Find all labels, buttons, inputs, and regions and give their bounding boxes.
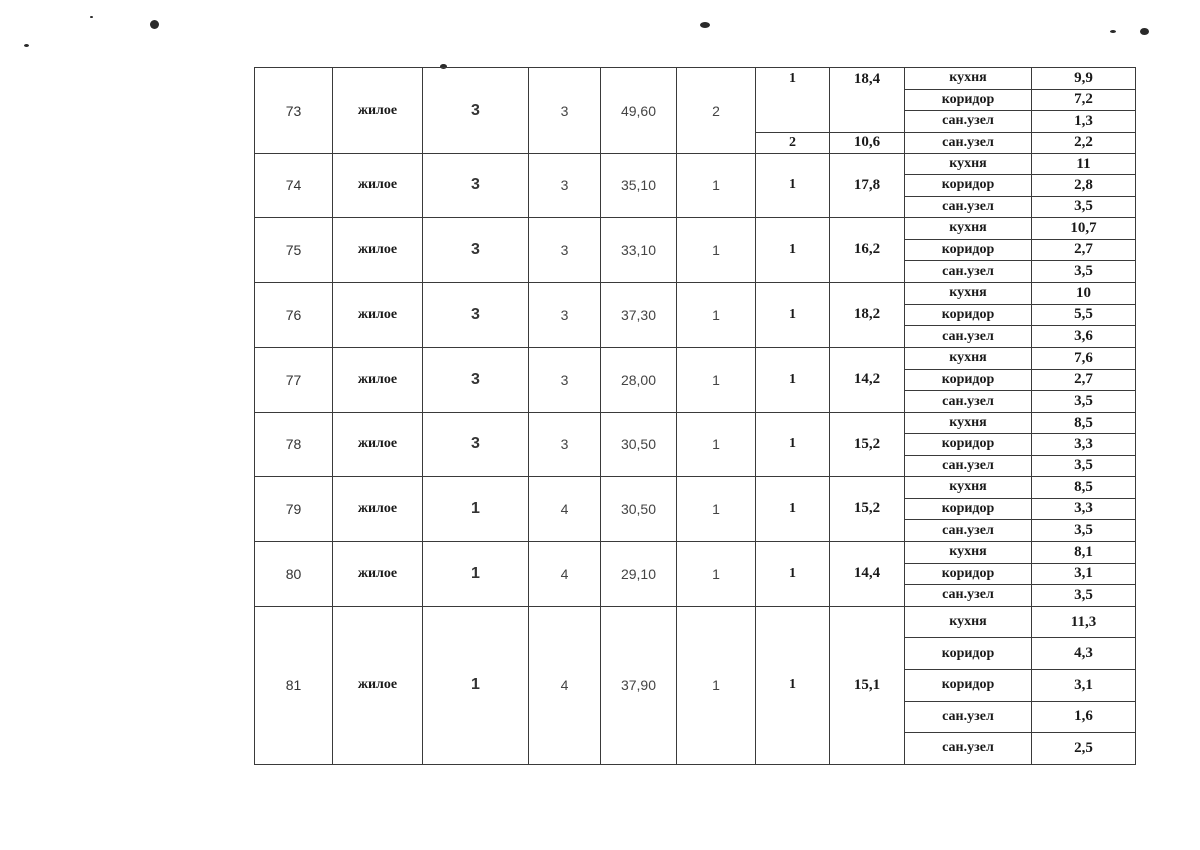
section-number: 1 <box>423 476 529 541</box>
room-number: 1 <box>756 606 830 764</box>
table-row <box>255 412 1136 433</box>
room-number: 2 <box>756 132 830 154</box>
aux-room-name: сан.узел <box>905 455 1032 476</box>
premise-type: жилое <box>333 154 423 218</box>
aux-room-area: 3,1 <box>1032 670 1136 702</box>
scan-speck <box>24 44 29 47</box>
table-row <box>255 347 1136 369</box>
room-number: 1 <box>756 154 830 218</box>
total-area: 33,10 <box>601 217 677 282</box>
aux-room-name: сан.узел <box>905 326 1032 348</box>
room-number: 1 <box>756 282 830 347</box>
aux-room-name: сан.узел <box>905 733 1032 765</box>
aux-room-area: 3,5 <box>1032 520 1136 542</box>
aux-room-area: 3,1 <box>1032 563 1136 585</box>
premise-type: жилое <box>333 347 423 412</box>
aux-room-area: 5,5 <box>1032 304 1136 326</box>
aux-room-name: коридор <box>905 175 1032 196</box>
room-number: 1 <box>756 217 830 282</box>
apartment-number: 78 <box>255 412 333 476</box>
premise-type: жилое <box>333 68 423 154</box>
aux-room-area: 3,3 <box>1032 498 1136 520</box>
room-area: 14,2 <box>830 347 905 412</box>
room-area: 16,2 <box>830 217 905 282</box>
room-area: 18,4 <box>830 68 905 133</box>
section-number: 3 <box>423 217 529 282</box>
rooms-count: 1 <box>677 347 756 412</box>
aux-room-name: коридор <box>905 89 1032 111</box>
aux-room-area: 8,5 <box>1032 412 1136 433</box>
section-number: 3 <box>423 68 529 154</box>
premise-type: жилое <box>333 282 423 347</box>
aux-room-name: кухня <box>905 412 1032 433</box>
aux-room-area: 8,1 <box>1032 541 1136 563</box>
room-area: 15,1 <box>830 606 905 764</box>
aux-room-area: 3,6 <box>1032 326 1136 348</box>
aux-room-name: коридор <box>905 239 1032 261</box>
table-row <box>255 541 1136 563</box>
aux-room-name: сан.узел <box>905 132 1032 154</box>
scan-speck <box>150 20 159 29</box>
room-number: 1 <box>756 347 830 412</box>
premise-type: жилое <box>333 217 423 282</box>
apartment-number: 77 <box>255 347 333 412</box>
aux-room-name: сан.узел <box>905 701 1032 733</box>
apartment-number: 81 <box>255 606 333 764</box>
total-area: 35,10 <box>601 154 677 218</box>
room-area: 10,6 <box>830 132 905 154</box>
premise-type: жилое <box>333 541 423 606</box>
aux-room-area: 3,5 <box>1032 585 1136 607</box>
premise-type: жилое <box>333 412 423 476</box>
premise-type: жилое <box>333 606 423 764</box>
rooms-count: 1 <box>677 412 756 476</box>
aux-room-name: коридор <box>905 434 1032 455</box>
room-number: 1 <box>756 412 830 476</box>
rooms-count: 1 <box>677 217 756 282</box>
aux-room-area: 2,7 <box>1032 239 1136 261</box>
room-area: 18,2 <box>830 282 905 347</box>
aux-room-name: коридор <box>905 638 1032 670</box>
aux-room-name: кухня <box>905 476 1032 498</box>
total-area: 49,60 <box>601 68 677 154</box>
aux-room-name: сан.узел <box>905 585 1032 607</box>
apartment-number: 80 <box>255 541 333 606</box>
room-area: 15,2 <box>830 412 905 476</box>
total-area: 30,50 <box>601 476 677 541</box>
total-area: 37,30 <box>601 282 677 347</box>
apartment-number: 76 <box>255 282 333 347</box>
aux-room-name: кухня <box>905 347 1032 369</box>
aux-room-name: сан.узел <box>905 261 1032 283</box>
floor-number: 3 <box>529 154 601 218</box>
aux-room-name: коридор <box>905 304 1032 326</box>
section-number: 1 <box>423 606 529 764</box>
floor-number: 3 <box>529 347 601 412</box>
section-number: 3 <box>423 154 529 218</box>
apartment-number: 73 <box>255 68 333 154</box>
rooms-count: 1 <box>677 282 756 347</box>
aux-room-area: 3,3 <box>1032 434 1136 455</box>
room-number: 1 <box>756 476 830 541</box>
aux-room-area: 2,5 <box>1032 733 1136 765</box>
aux-room-area: 2,2 <box>1032 132 1136 154</box>
total-area: 30,50 <box>601 412 677 476</box>
aux-room-name: кухня <box>905 154 1032 175</box>
aux-room-area: 4,3 <box>1032 638 1136 670</box>
floor-number: 3 <box>529 412 601 476</box>
aux-room-name: кухня <box>905 606 1032 638</box>
table-row <box>255 282 1136 304</box>
scan-speck <box>700 22 710 28</box>
aux-room-name: сан.узел <box>905 391 1032 413</box>
floor-number: 4 <box>529 476 601 541</box>
scan-speck <box>90 16 93 18</box>
aux-room-name: коридор <box>905 670 1032 702</box>
aux-room-area: 2,8 <box>1032 175 1136 196</box>
aux-room-area: 1,3 <box>1032 111 1136 133</box>
room-number: 1 <box>756 541 830 606</box>
total-area: 37,90 <box>601 606 677 764</box>
apartment-table <box>254 67 1136 765</box>
aux-room-area: 8,5 <box>1032 476 1136 498</box>
floor-number: 4 <box>529 541 601 606</box>
aux-room-name: сан.узел <box>905 196 1032 217</box>
floor-number: 3 <box>529 68 601 154</box>
floor-number: 3 <box>529 217 601 282</box>
aux-room-name: кухня <box>905 282 1032 304</box>
rooms-count: 2 <box>677 68 756 154</box>
apartment-number: 74 <box>255 154 333 218</box>
aux-room-area: 11 <box>1032 154 1136 175</box>
section-number: 3 <box>423 347 529 412</box>
table-row <box>255 68 1136 90</box>
aux-room-area: 11,3 <box>1032 606 1136 638</box>
aux-room-name: сан.узел <box>905 111 1032 133</box>
aux-room-name: коридор <box>905 563 1032 585</box>
table-row <box>255 154 1136 175</box>
aux-room-area: 7,6 <box>1032 347 1136 369</box>
rooms-count: 1 <box>677 606 756 764</box>
total-area: 29,10 <box>601 541 677 606</box>
aux-room-area: 3,5 <box>1032 196 1136 217</box>
floor-number: 3 <box>529 282 601 347</box>
rooms-count: 1 <box>677 476 756 541</box>
aux-room-area: 3,5 <box>1032 261 1136 283</box>
scan-speck <box>1140 28 1149 35</box>
room-area: 14,4 <box>830 541 905 606</box>
aux-room-name: кухня <box>905 541 1032 563</box>
floor-number: 4 <box>529 606 601 764</box>
room-area: 17,8 <box>830 154 905 218</box>
aux-room-area: 3,5 <box>1032 391 1136 413</box>
room-area: 15,2 <box>830 476 905 541</box>
section-number: 1 <box>423 541 529 606</box>
aux-room-area: 3,5 <box>1032 455 1136 476</box>
apartment-number: 75 <box>255 217 333 282</box>
total-area: 28,00 <box>601 347 677 412</box>
rooms-count: 1 <box>677 541 756 606</box>
aux-room-area: 2,7 <box>1032 369 1136 391</box>
aux-room-area: 10,7 <box>1032 217 1136 239</box>
section-number: 3 <box>423 282 529 347</box>
room-number: 1 <box>756 68 830 133</box>
aux-room-area: 10 <box>1032 282 1136 304</box>
aux-room-area: 9,9 <box>1032 68 1136 90</box>
table-row <box>255 606 1136 638</box>
section-number: 3 <box>423 412 529 476</box>
aux-room-name: кухня <box>905 217 1032 239</box>
table-row <box>255 476 1136 498</box>
aux-room-name: коридор <box>905 498 1032 520</box>
scan-speck <box>1110 30 1116 33</box>
apartment-number: 79 <box>255 476 333 541</box>
aux-room-area: 1,6 <box>1032 701 1136 733</box>
aux-room-area: 7,2 <box>1032 89 1136 111</box>
aux-room-name: кухня <box>905 68 1032 90</box>
aux-room-name: коридор <box>905 369 1032 391</box>
rooms-count: 1 <box>677 154 756 218</box>
premise-type: жилое <box>333 476 423 541</box>
table-row <box>255 217 1136 239</box>
aux-room-name: сан.узел <box>905 520 1032 542</box>
